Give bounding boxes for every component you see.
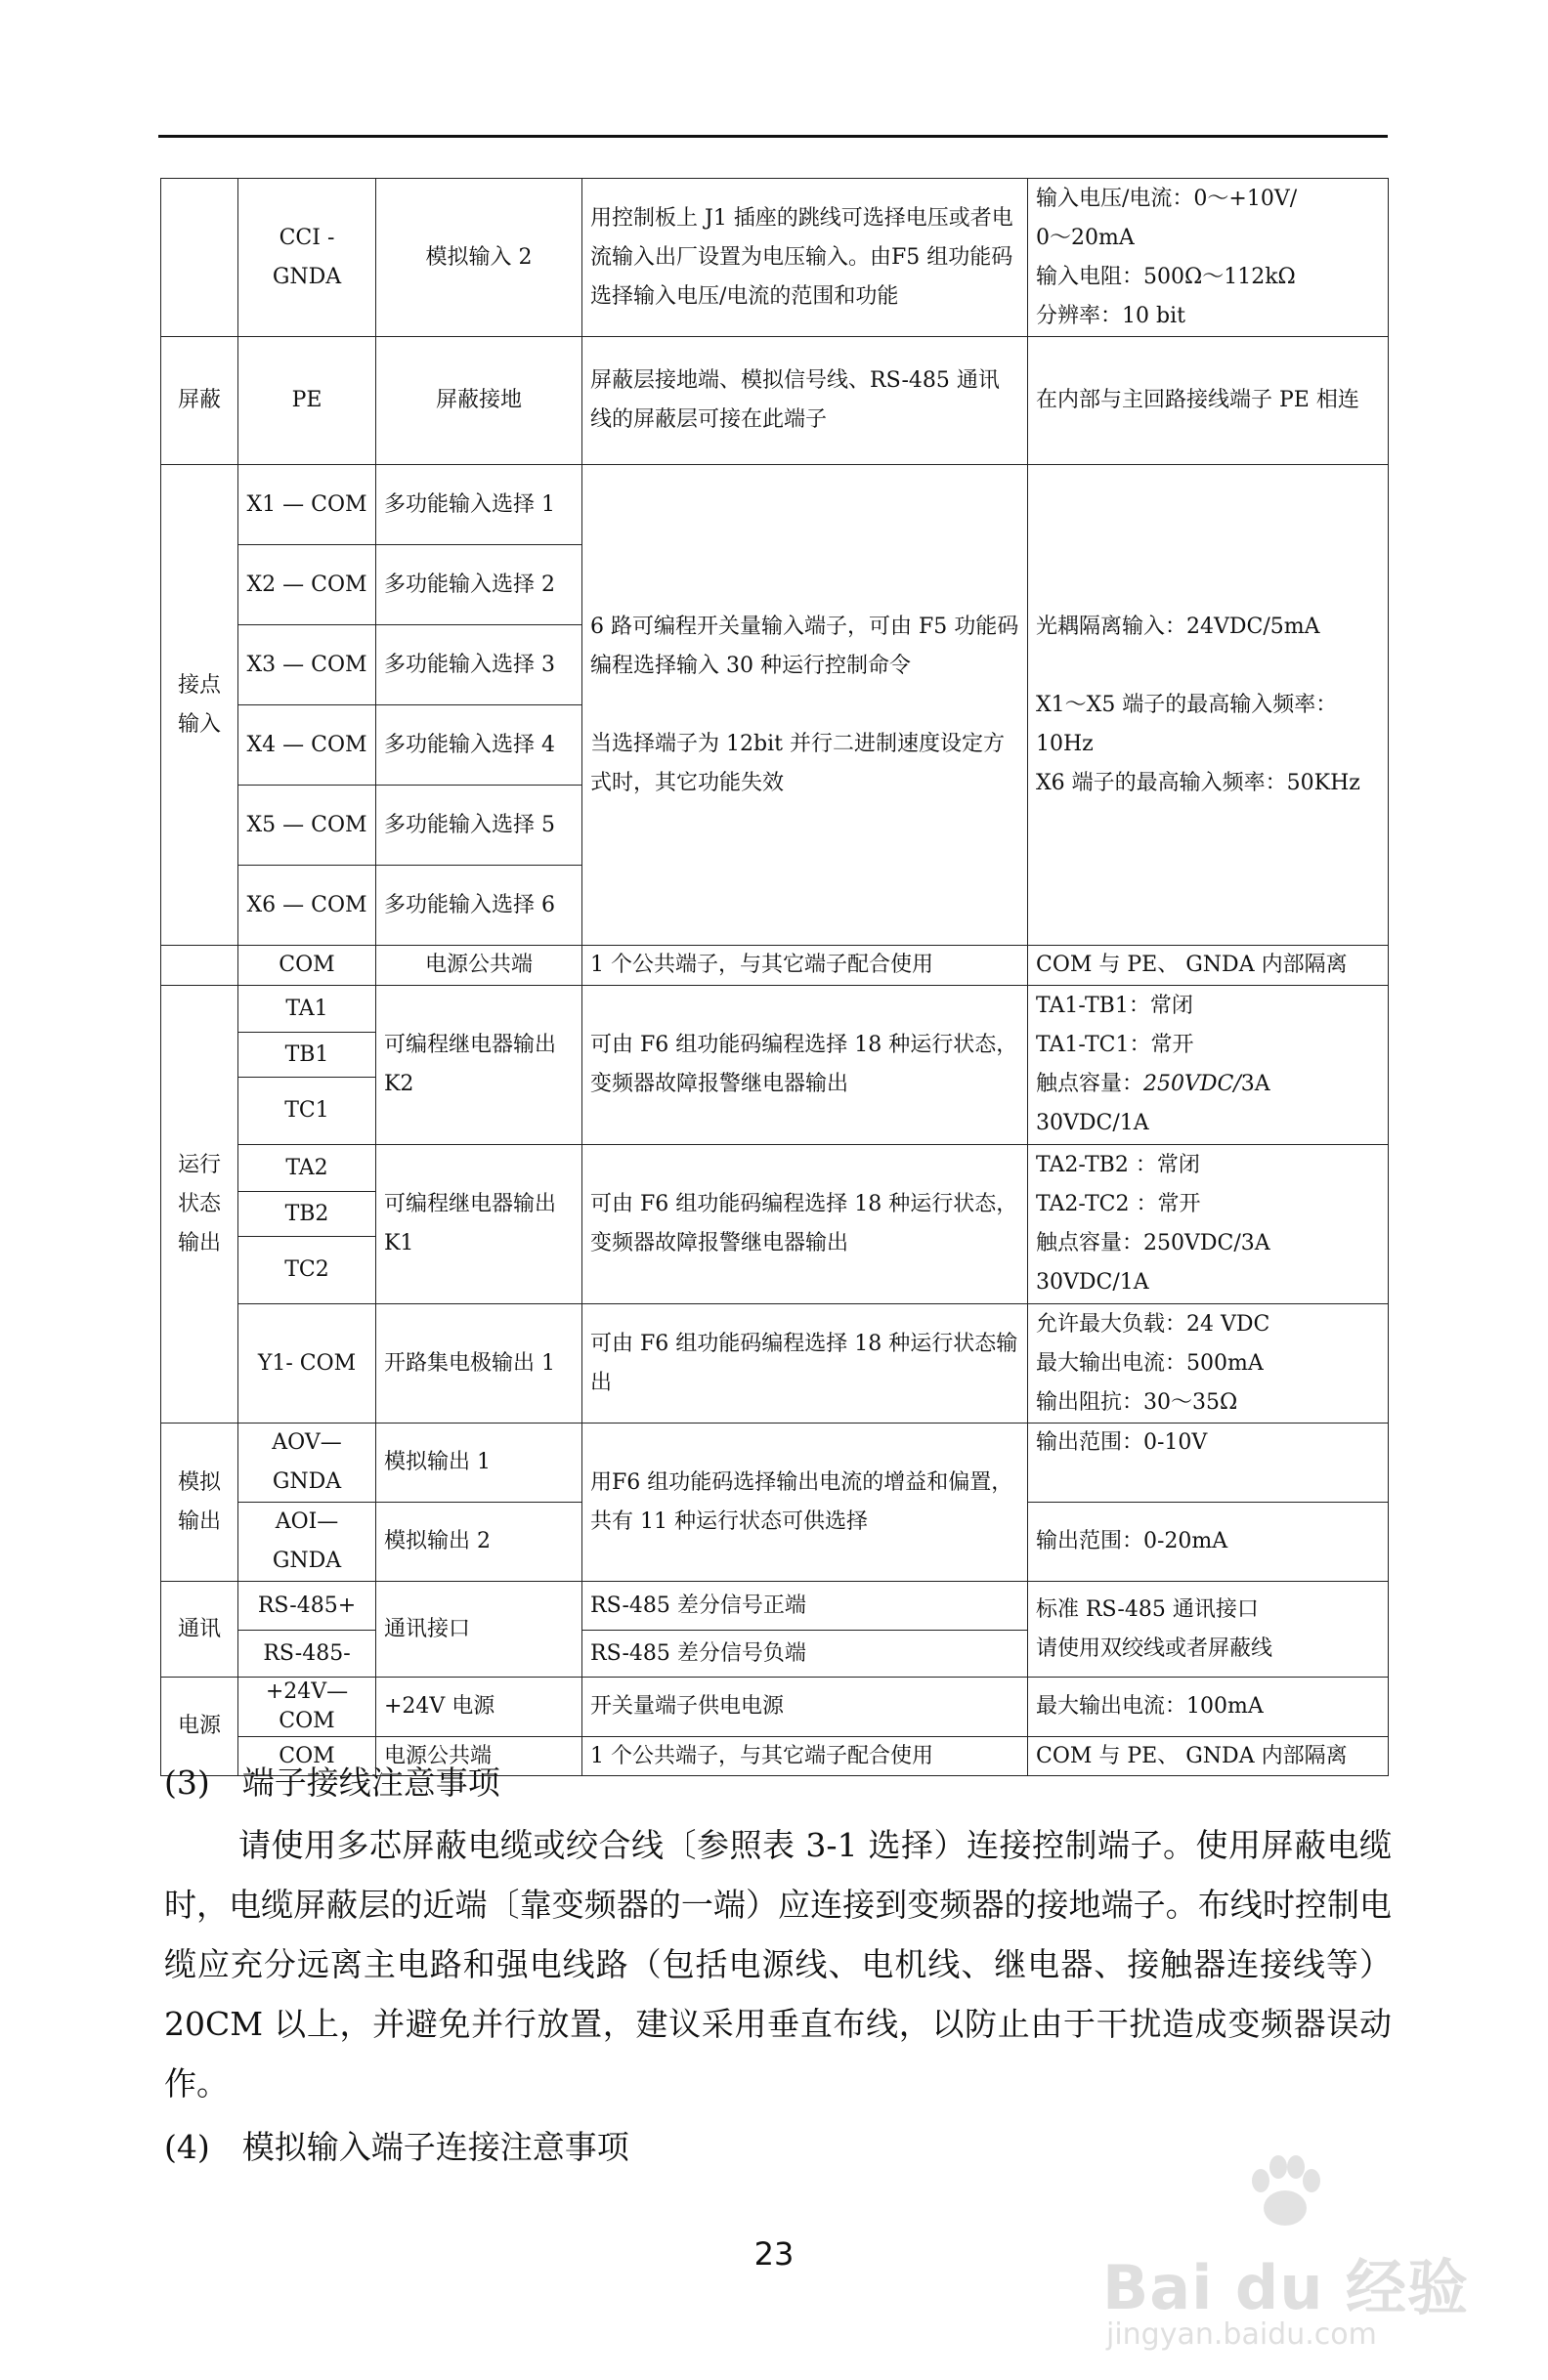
spec-cell: COM 与 PE、 GNDA 内部隔离 — [1028, 1737, 1389, 1776]
function-cell: 开关量端子供电电源 — [582, 1678, 1028, 1737]
terminal-cell: X4 — COM — [238, 705, 376, 786]
spec-cell: 标准 RS-485 通讯接口 请使用双绞线或者屏蔽线 — [1028, 1582, 1389, 1678]
function-cell: 用F6 组功能码选择输出电流的增益和偏置，共有 11 种运行状态可供选择 — [582, 1424, 1028, 1582]
name-cell: 多功能输入选择 6 — [376, 866, 582, 946]
category-cell: 运行 状态 输出 — [161, 986, 238, 1424]
terminal-cell: AOI—GNDA — [238, 1503, 376, 1582]
table-row — [161, 465, 1389, 545]
category-cell: 屏蔽 — [161, 337, 238, 465]
category-cell: 模拟 输出 — [161, 1424, 238, 1582]
terminal-cell: X2 — COM — [238, 545, 376, 625]
watermark-url: jingyan.baidu.com — [1106, 2317, 1377, 2352]
spec-cell: 在内部与主回路接线端子 PE 相连 — [1028, 337, 1389, 465]
spec-line: 30VDC/1A — [1036, 1111, 1149, 1135]
table-row — [161, 1678, 1389, 1737]
name-cell: 开路集电极输出 1 — [376, 1304, 582, 1424]
terminal-cell: X3 — COM — [238, 625, 376, 705]
table-row — [161, 1145, 1389, 1192]
name-cell: 电源公共端 — [376, 946, 582, 986]
spec-cell — [1028, 986, 1389, 1145]
spec-line: TA1-TC1：常开 — [1036, 1033, 1194, 1057]
name-cell: 模拟输出 1 — [376, 1424, 582, 1503]
table-row — [161, 986, 1389, 1033]
spec-cell: 输出范围：0-20mA — [1028, 1503, 1389, 1582]
page-number: 23 — [753, 2235, 795, 2273]
table-row — [161, 179, 1389, 337]
terminal-cell: TC2 — [238, 1237, 376, 1304]
paw-icon — [1241, 2149, 1329, 2237]
category-cell: 电源 — [161, 1678, 238, 1776]
terminal-cell: AOV—GNDA — [238, 1424, 376, 1503]
function-cell: RS-485 差分信号正端 — [582, 1582, 1028, 1631]
spec-cell: 允许最大负载：24 VDC 最大输出电流：500mA 输出阻抗：30～35Ω — [1028, 1304, 1389, 1424]
section-4-heading: (4) 模拟输入端子连接注意事项 — [164, 2128, 629, 2166]
table-row — [161, 946, 1389, 986]
name-cell: 多功能输入选择 5 — [376, 786, 582, 866]
category-cell: 接点 输入 — [161, 465, 238, 946]
function-cell: 1 个公共端子，与其它端子配合使用 — [582, 946, 1028, 986]
name-cell: 多功能输入选择 4 — [376, 705, 582, 786]
terminal-cell: RS-485- — [238, 1631, 376, 1678]
terminal-spec-table — [160, 178, 1389, 1776]
name-cell: 多功能输入选择 1 — [376, 465, 582, 545]
name-cell: 屏蔽接地 — [376, 337, 582, 465]
terminal-cell: RS-485+ — [238, 1582, 376, 1631]
category-cell — [161, 946, 238, 986]
function-cell: 用控制板上 J1 插座的跳线可选择电压或者电流输入出厂设置为电压输入。由F5 组功能码选择输入电压/电流的范围和功能 — [582, 179, 1028, 337]
category-cell: 通讯 — [161, 1582, 238, 1678]
name-cell: 电源公共端 — [376, 1737, 582, 1776]
terminal-cell: PE — [238, 337, 376, 465]
header-rule — [158, 135, 1388, 138]
spec-cell: 最大输出电流：100mA — [1028, 1678, 1389, 1737]
terminal-cell: TA1 — [238, 986, 376, 1033]
name-cell: 通讯接口 — [376, 1582, 582, 1678]
table-row — [161, 1424, 1389, 1503]
function-cell: 可由 F6 组功能码编程选择 18 种运行状态输出 — [582, 1304, 1028, 1424]
table-row — [161, 337, 1389, 465]
spec-cell: TA2-TB2 ：常闭 TA2-TC2 ：常开 触点容量：250VDC/3A 30VDC/1A — [1028, 1145, 1389, 1304]
category-cell — [161, 179, 238, 337]
name-cell: +24V 电源 — [376, 1678, 582, 1737]
function-cell: 1 个公共端子，与其它端子配合使用 — [582, 1737, 1028, 1776]
spec-cell: 输出范围：0-10V — [1028, 1424, 1389, 1503]
name-cell: 模拟输出 2 — [376, 1503, 582, 1582]
name-cell: 多功能输入选择 3 — [376, 625, 582, 705]
table-row — [161, 1304, 1389, 1424]
terminal-cell: X5 — COM — [238, 786, 376, 866]
section-3-paragraph: 请使用多芯屏蔽电缆或绞合线〔参照表 3-1 选择）连接控制端子。使用屏蔽电缆时，电缆屏蔽层的近端〔靠变频器的一端）应连接到变频器的接地端子。布线时控制电缆应充分远离主电路和强电线路（包括电源线、电机线、继电器、接触器连接线等）20CM 以上，并避免并行放置，建议采用垂直布线，以防止由于干扰造成变频器误动作。 — [164, 1826, 1392, 2103]
function-cell: RS-485 差分信号负端 — [582, 1631, 1028, 1678]
terminal-cell: COM — [238, 946, 376, 986]
function-cell: 屏蔽层接地端、模拟信号线、RS-485 通讯线的屏蔽层可接在此端子 — [582, 337, 1028, 465]
name-cell: 多功能输入选择 2 — [376, 545, 582, 625]
name-cell: 模拟输入 2 — [376, 179, 582, 337]
table-row — [161, 1582, 1389, 1631]
function-cell: 可由 F6 组功能码编程选择 18 种运行状态，变频器故障报警继电器输出 — [582, 986, 1028, 1145]
terminal-cell: TA2 — [238, 1145, 376, 1192]
terminal-cell: COM — [238, 1737, 376, 1776]
name-cell: 可编程继电器输出 K2 — [376, 986, 582, 1145]
spec-line: TA1-TB1：常闭 — [1036, 994, 1193, 1018]
terminal-cell: TB2 — [238, 1192, 376, 1237]
spec-cell: 光耦隔离输入：24VDC/5mA X1～X5 端子的最高输入频率：10Hz X6 端子的最高输入频率：50KHz — [1028, 465, 1389, 946]
spec-italic: 250VDC/ — [1143, 1072, 1241, 1096]
terminal-cell: CCI - GNDA — [238, 179, 376, 337]
spec-cell: COM 与 PE、 GNDA 内部隔离 — [1028, 946, 1389, 986]
function-cell: 可由 F6 组功能码编程选择 18 种运行状态，变频器故障报警继电器输出 — [582, 1145, 1028, 1304]
terminal-cell: TB1 — [238, 1033, 376, 1078]
terminal-cell: TC1 — [238, 1078, 376, 1145]
spec-line: 触点容量： — [1036, 1072, 1144, 1096]
terminal-cell: X6 — COM — [238, 866, 376, 946]
section-3-heading: (3) 端子接线注意事项 — [164, 1764, 500, 1802]
terminal-cell: X1 — COM — [238, 465, 376, 545]
spec-line: 3A — [1240, 1072, 1270, 1096]
terminal-cell: Y1- COM — [238, 1304, 376, 1424]
baidu-jingyan-watermark — [1095, 2149, 1470, 2364]
terminal-cell: +24V—COM — [238, 1678, 376, 1737]
function-cell: 6 路可编程开关量输入端子，可由 F5 功能码编程选择输入 30 种运行控制命令 当选择端子为 12bit 并行二进制速度设定方式时，其它功能失效 — [582, 465, 1028, 946]
name-cell: 可编程继电器输出 K1 — [376, 1145, 582, 1304]
spec-cell: 输入电压/电流：0～+10V/ 0～20mA 输入电阻：500Ω～112kΩ 分辨率：10 bit — [1028, 179, 1389, 337]
watermark-logo: Bai du 经验 — [1102, 2252, 1470, 2323]
